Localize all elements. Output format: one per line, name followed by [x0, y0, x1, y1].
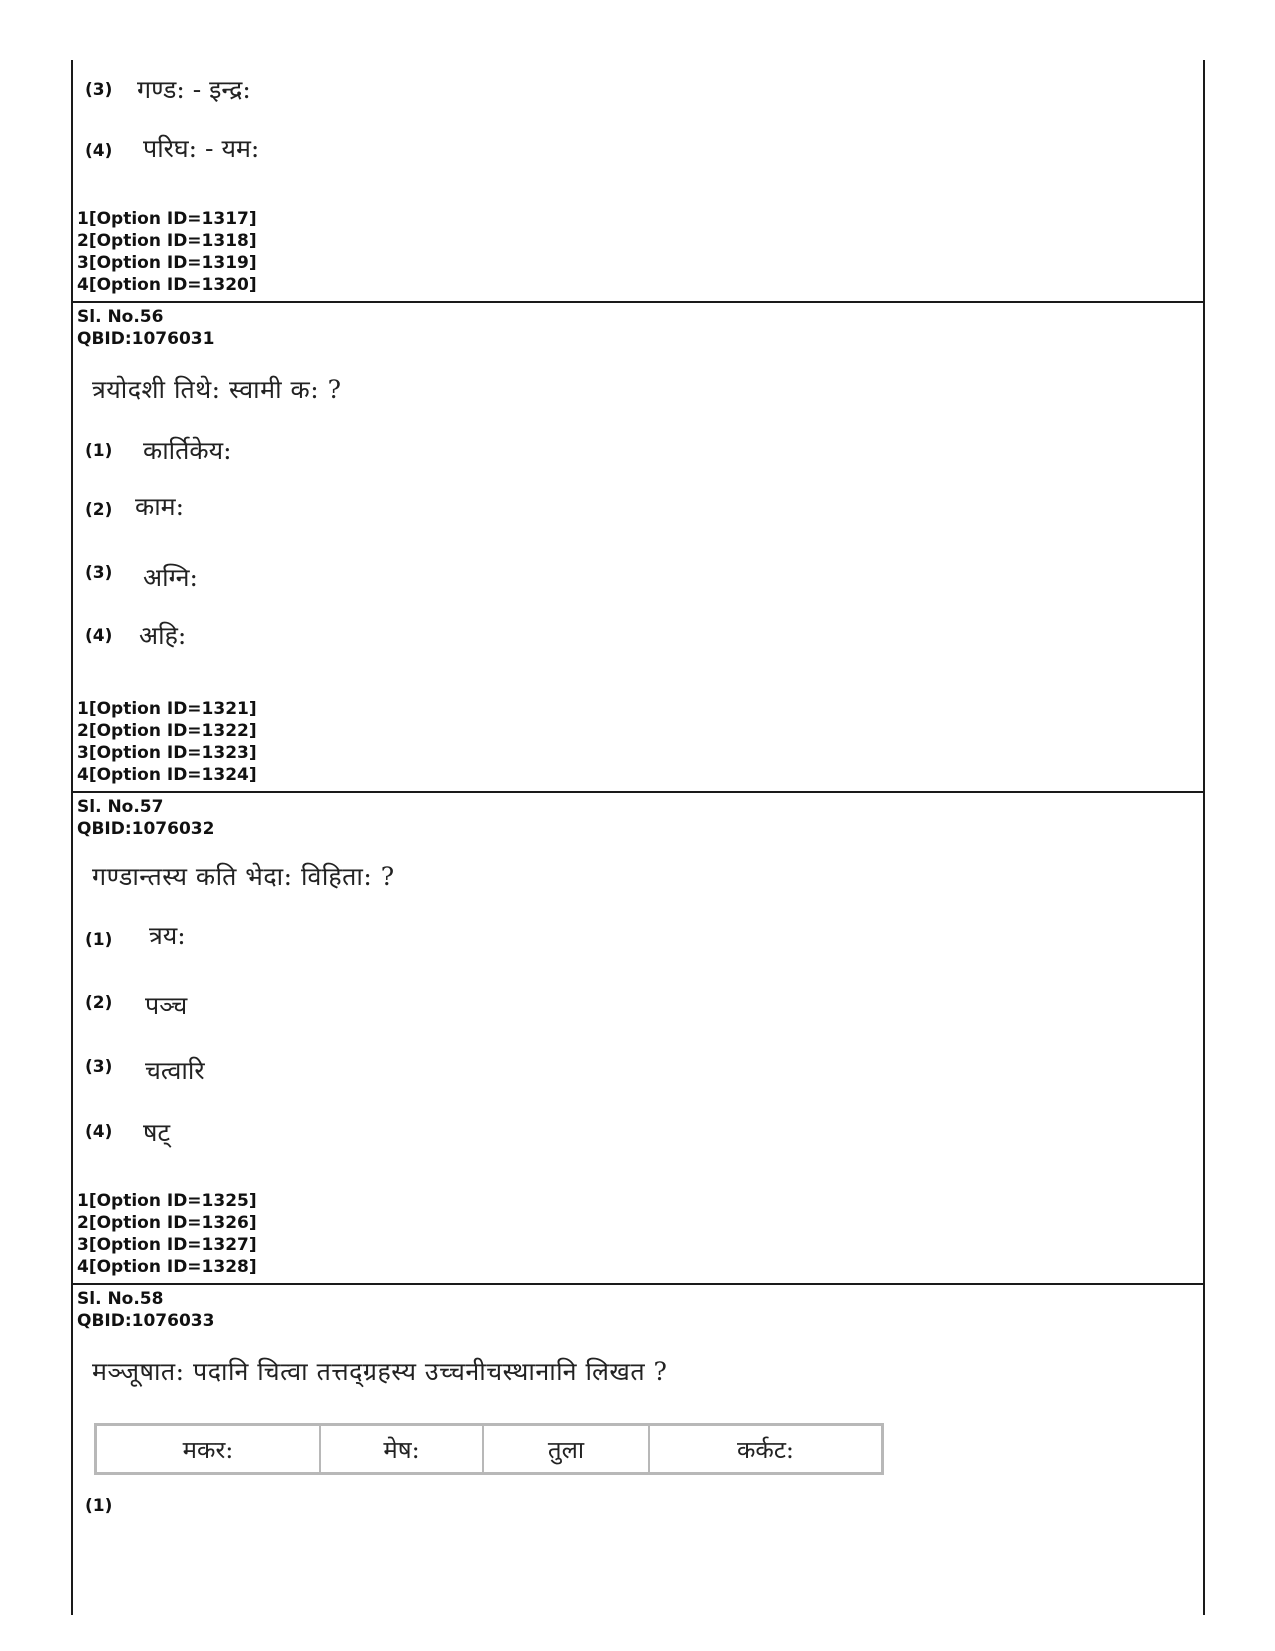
option-id: 3[Option ID=1327]	[77, 1235, 257, 1255]
question-text: मञ्जूषात: पदानि चित्वा तत्तद्ग्रहस्य उच्चनीचस्थानानि लिखत ?	[92, 1357, 668, 1386]
serial-number: Sl. No.58	[77, 1289, 164, 1309]
option-id: 1[Option ID=1325]	[77, 1191, 257, 1211]
option-id-list	[77, 1190, 257, 1278]
word-box-cell: मकर:	[96, 1425, 321, 1474]
option-id: 4[Option ID=1320]	[77, 275, 257, 295]
option-id: 1[Option ID=1321]	[77, 699, 257, 719]
question-header	[77, 796, 214, 840]
option-text: अहि:	[139, 621, 187, 650]
question-divider	[71, 791, 1205, 793]
option-id: 4[Option ID=1328]	[77, 1257, 257, 1277]
question-divider	[71, 1283, 1205, 1285]
option-text: परिघ: - यम:	[143, 134, 260, 163]
option-text: गण्ड: - इन्द्र:	[137, 75, 251, 104]
option-id: 4[Option ID=1324]	[77, 765, 257, 785]
word-box-cell: तुला	[483, 1425, 649, 1474]
option-id: 2[Option ID=1318]	[77, 231, 257, 251]
option-id: 3[Option ID=1319]	[77, 253, 257, 273]
option-id: 2[Option ID=1326]	[77, 1213, 257, 1233]
question-divider	[71, 301, 1205, 303]
question-text: त्रयोदशी तिथे: स्वामी क: ?	[92, 375, 342, 404]
word-box-cell: मेष:	[320, 1425, 483, 1474]
option-text: काम:	[135, 492, 185, 521]
option-number: (4)	[85, 141, 113, 161]
option-number: (1)	[85, 441, 113, 461]
option-text: अग्नि:	[143, 563, 198, 592]
option-id: 3[Option ID=1323]	[77, 743, 257, 763]
option-number: (2)	[85, 500, 113, 520]
qbid: QBID:1076032	[77, 819, 215, 839]
option-number: (2)	[85, 993, 113, 1013]
option-id: 2[Option ID=1322]	[77, 721, 257, 741]
left-border	[71, 60, 73, 1615]
question-header	[77, 306, 214, 350]
option-number: (4)	[85, 626, 113, 646]
serial-number: Sl. No.56	[77, 307, 164, 327]
option-text: त्रय:	[149, 921, 186, 950]
option-number: (3)	[85, 563, 113, 583]
serial-number: Sl. No.57	[77, 797, 164, 817]
question-header	[77, 1288, 214, 1332]
option-id-list	[77, 208, 257, 296]
word-box-table	[94, 1423, 884, 1475]
qbid: QBID:1076033	[77, 1311, 215, 1331]
option-number: (3)	[85, 80, 113, 100]
qbid: QBID:1076031	[77, 329, 215, 349]
question-text: गण्डान्तस्य कति भेदा: विहिता: ?	[92, 862, 395, 891]
option-text: कार्तिकेय:	[143, 436, 232, 465]
word-box-cell: कर्कट:	[649, 1425, 883, 1474]
option-number: (1)	[85, 930, 113, 950]
right-border	[1203, 60, 1205, 1615]
option-id: 1[Option ID=1317]	[77, 209, 257, 229]
option-text: पञ्च	[145, 991, 188, 1020]
option-id-list	[77, 698, 257, 786]
option-number: (4)	[85, 1122, 113, 1142]
option-number: (1)	[85, 1496, 113, 1516]
option-text: षट्	[143, 1118, 171, 1147]
option-text: चत्वारि	[145, 1056, 205, 1085]
option-number: (3)	[85, 1057, 113, 1077]
